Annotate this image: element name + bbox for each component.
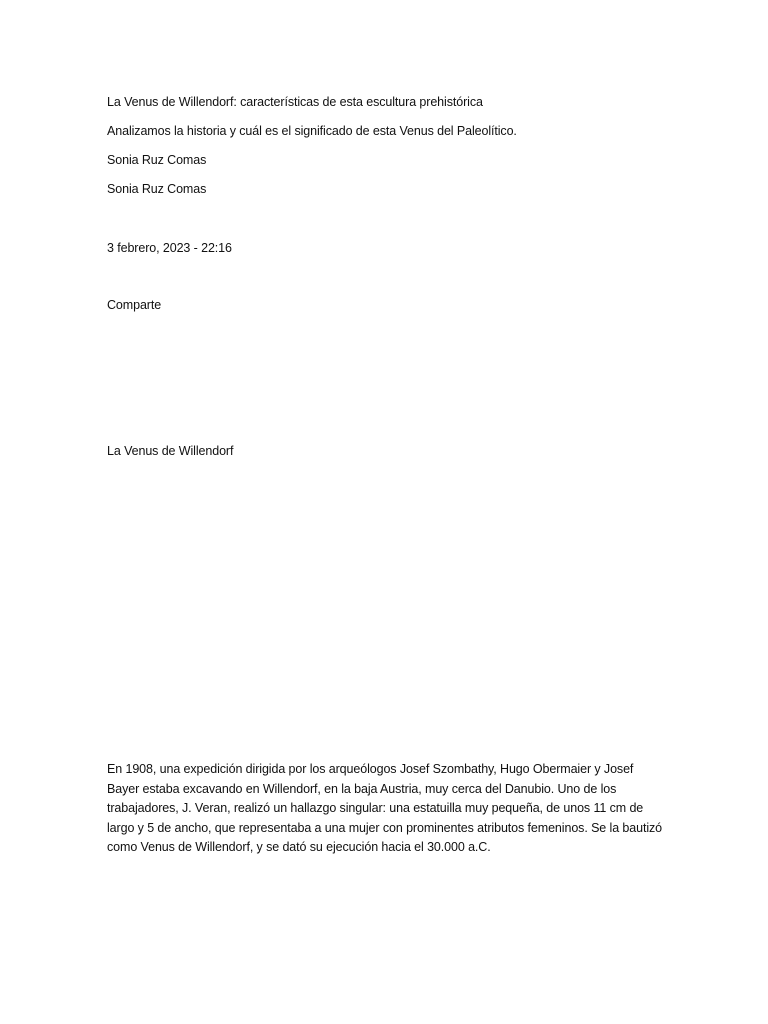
share-label: Comparte (107, 298, 162, 312)
article-subtitle: Analizamos la historia y cuál es el significado de esta Venus del Paleolítico. (107, 124, 517, 138)
image-caption: La Venus de Willendorf (107, 444, 234, 458)
article-title: La Venus de Willendorf: características de esta escultura prehistórica (107, 95, 483, 109)
author-name-repeat: Sonia Ruz Comas (107, 182, 207, 196)
publish-date: 3 febrero, 2023 - 22:16 (107, 241, 232, 255)
author-name: Sonia Ruz Comas (107, 153, 207, 167)
body-paragraph: En 1908, una expedición dirigida por los arqueólogos Josef Szombathy, Hugo Obermaier y Josef Bayer estaba excavando en Willendorf, en la baja Austria, muy cerca del Danubio. Uno de los trabajadores, J. Veran, realizó un hallazgo singular: una estatuilla muy pequeña, de unos 11 cm de largo y 5 de ancho, que representaba a una mujer con prominentes atributos femeninos. Se la bautizó como Venus de Willendorf, y se dató su ejecución hacia el 30.000 a.C. (107, 762, 663, 854)
